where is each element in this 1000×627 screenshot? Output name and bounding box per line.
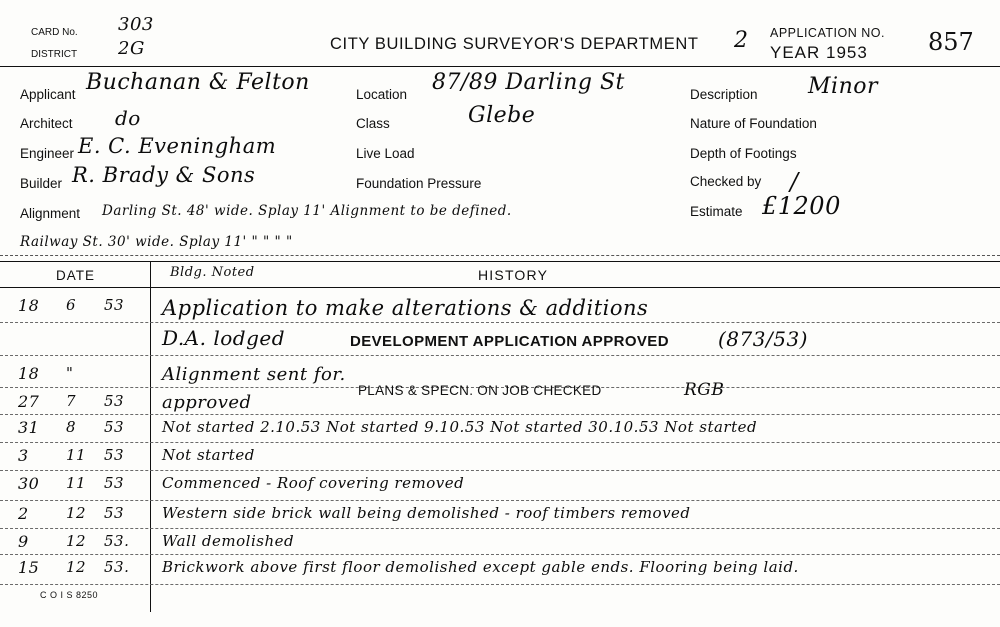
- history-date-month: 11: [66, 474, 87, 492]
- engineer-label: Engineer: [20, 146, 75, 161]
- bldg-note: Bldg. Noted: [170, 265, 255, 280]
- history-entry-text: Brickwork above first floor demolished except gable ends. Flooring being laid.: [162, 558, 799, 576]
- history-entry-text: Western side brick wall being demolished - roof timbers removed: [162, 504, 691, 522]
- history-row-line: [0, 322, 1000, 323]
- header-rule: [0, 66, 1000, 67]
- alignment-label: Alignment: [20, 206, 81, 221]
- history-date-day: 18: [18, 364, 40, 383]
- date-column-header: DATE: [56, 268, 96, 283]
- date-column-divider: [150, 262, 151, 612]
- form-code: C O I S 8250: [40, 590, 99, 600]
- department-title: CITY BUILDING SURVEYOR'S DEPARTMENT: [330, 35, 699, 53]
- development-approved-stamp: DEVELOPMENT APPLICATION APPROVED: [350, 333, 669, 350]
- application-no-value: 857: [928, 28, 974, 56]
- checked-by-value: /: [790, 168, 799, 196]
- da-reference: (873/53): [718, 327, 808, 351]
- depth-of-footings-label: Depth of Footings: [690, 146, 797, 161]
- history-date-month: 12: [66, 532, 87, 550]
- estimate-label: Estimate: [690, 204, 743, 219]
- history-date-day: 2: [18, 504, 29, 523]
- plans-checked-stamp: PLANS & SPECN. ON JOB CHECKED: [358, 383, 602, 398]
- history-date-day: 18: [18, 296, 40, 315]
- history-date-year: 53: [104, 296, 125, 314]
- nature-of-foundation-label: Nature of Foundation: [690, 116, 817, 131]
- district-value: 2G: [118, 38, 145, 59]
- history-date-month: 8: [66, 418, 77, 436]
- department-mark: 2: [734, 28, 749, 53]
- history-entry-text: Not started 2.10.53 Not started 9.10.53 Not started 30.10.53 Not started: [162, 418, 758, 436]
- history-column-header: HISTORY: [478, 267, 549, 283]
- history-date-year: 53: [104, 474, 125, 492]
- location-label: Location: [356, 87, 408, 102]
- architect-label: Architect: [20, 116, 73, 131]
- history-row-line: [0, 500, 1000, 501]
- location-value: 87/89 Darling St: [432, 70, 625, 95]
- application-no-label: APPLICATION NO.: [770, 26, 885, 40]
- history-entry-text: Application to make alterations & additions: [162, 296, 649, 320]
- estimate-value: £1200: [762, 192, 841, 220]
- history-date-year: 53: [104, 446, 125, 464]
- history-date-year: 53: [104, 504, 125, 522]
- history-date-month: 12: [66, 504, 87, 522]
- year-label: YEAR 1953: [770, 43, 868, 62]
- history-row-line: [0, 584, 1000, 585]
- history-row-line: [0, 470, 1000, 471]
- card-no-label: CARD No.: [31, 27, 78, 38]
- history-date-day: 31: [18, 418, 40, 437]
- history-entry-text: Wall demolished: [162, 532, 295, 550]
- history-date-year: 53: [104, 392, 125, 410]
- history-date-day: 27: [18, 392, 40, 411]
- alignment-line-2: Railway St. 30' wide. Splay 11' " " " ": [20, 234, 293, 250]
- class-label: Class: [356, 116, 390, 131]
- engineer-value: E. C. Eveningham: [78, 134, 277, 158]
- history-date-month: 7: [66, 392, 77, 410]
- history-entry-text: Not started: [162, 446, 255, 464]
- history-entry-text: Commenced - Roof covering removed: [162, 474, 465, 492]
- description-value: Minor: [808, 74, 878, 99]
- applicant-label: Applicant: [20, 87, 76, 102]
- history-row-line: [0, 442, 1000, 443]
- history-date-day: 3: [18, 446, 29, 465]
- history-date-month: 11: [66, 446, 87, 464]
- field-block-divider: [0, 255, 1000, 256]
- builder-value: R. Brady & Sons: [72, 163, 256, 187]
- card-no-value: 303: [118, 14, 154, 35]
- history-date-year: 53.: [104, 558, 130, 576]
- plans-checked-initials: RGB: [684, 380, 725, 400]
- history-entry-text: D.A. lodged: [162, 326, 286, 350]
- history-row-line: [0, 528, 1000, 529]
- history-date-day: 15: [18, 558, 40, 577]
- class-value: Glebe: [468, 103, 536, 128]
- history-date-year: 53.: [104, 532, 130, 550]
- alignment-line-1: Darling St. 48' wide. Splay 11' Alignment to be defined.: [102, 203, 512, 219]
- checked-by-label: Checked by: [690, 174, 762, 189]
- foundation-pressure-label: Foundation Pressure: [356, 176, 482, 191]
- history-row-line: [0, 414, 1000, 415]
- applicant-value: Buchanan & Felton: [86, 70, 310, 95]
- history-date-year: 53: [104, 418, 125, 436]
- architect-value: do: [115, 106, 141, 130]
- history-date-month: 6: [66, 296, 77, 314]
- builder-label: Builder: [20, 176, 63, 191]
- district-label: DISTRICT: [31, 49, 78, 60]
- description-label: Description: [690, 87, 758, 102]
- history-date-month: ": [66, 364, 74, 382]
- history-row-line: [0, 554, 1000, 555]
- history-date-day: 30: [18, 474, 40, 493]
- history-row-line: [0, 355, 1000, 356]
- history-entry-text: approved: [162, 392, 252, 413]
- history-entry-text: Alignment sent for.: [162, 364, 346, 385]
- history-date-month: 12: [66, 558, 87, 576]
- live-load-label: Live Load: [356, 146, 415, 161]
- history-date-day: 9: [18, 532, 29, 551]
